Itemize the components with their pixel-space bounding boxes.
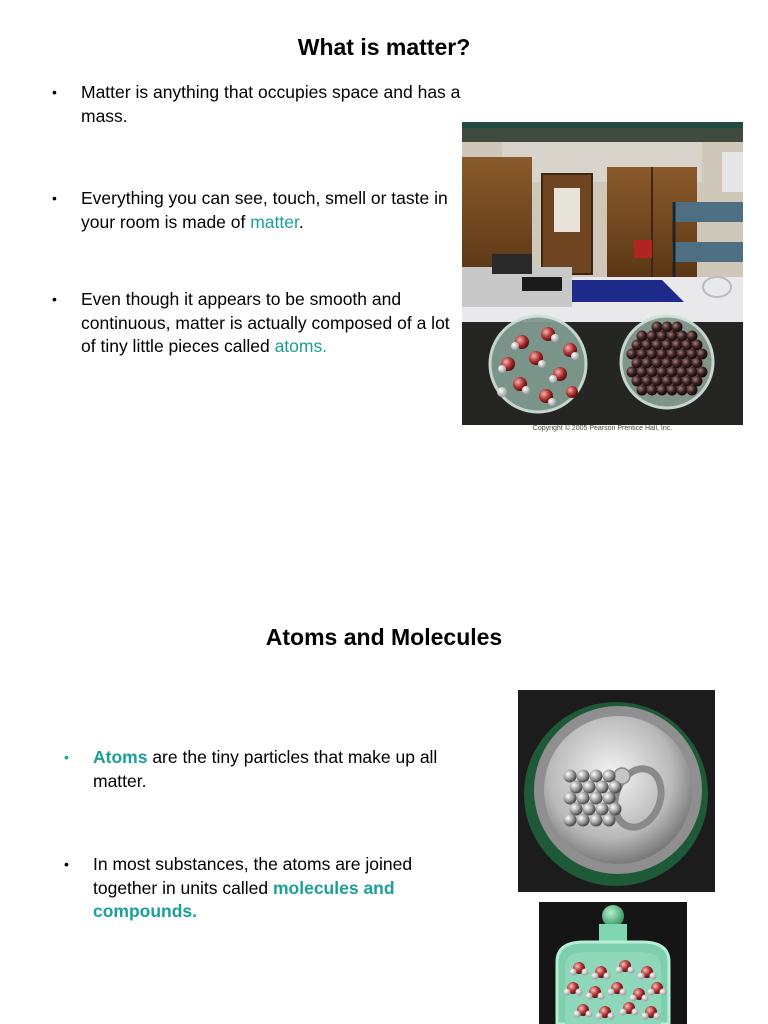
metal-atom — [596, 781, 609, 794]
molecule-hydrogen — [574, 1011, 581, 1018]
molecule-hydrogen — [642, 995, 649, 1002]
metal-atom — [596, 803, 609, 816]
aluminum-can-illustration — [518, 690, 715, 892]
molecule-hydrogen — [620, 989, 627, 996]
molecule-hydrogen — [576, 989, 583, 996]
bullet-text: Matter is anything that occupies space and has a mass. — [81, 82, 461, 126]
bullet-dot: • — [52, 84, 57, 100]
molecule-hydrogen — [638, 973, 645, 980]
molecule-hydrogen — [582, 969, 589, 976]
slide1-title: What is matter? — [297, 34, 471, 60]
metal-atom — [577, 814, 590, 827]
metal-atom — [564, 814, 577, 827]
metal-atom — [590, 770, 603, 783]
metal-atom — [577, 792, 590, 805]
bullet-molecules-compounds — [64, 853, 453, 924]
metal-atom — [564, 792, 577, 805]
metal-atom — [590, 814, 603, 827]
metal-atom — [570, 781, 583, 794]
molecule-hydrogen — [570, 969, 577, 976]
molecule-hydrogen — [630, 995, 637, 1002]
dorm-room-illustration — [462, 122, 743, 425]
metal-atom — [577, 770, 590, 783]
solid-atom — [637, 385, 648, 396]
molecule-hydrogen — [592, 973, 599, 980]
molecule-hydrogen — [650, 973, 657, 980]
bullet-text: are the tiny particles that make up all matter. — [93, 747, 438, 791]
solid-atom — [657, 385, 668, 396]
bullet-dot: • — [52, 190, 57, 206]
bullet-text: Everything you can see, touch, smell or taste in your room is made of — [81, 188, 448, 232]
molecule-hydrogen — [598, 993, 605, 1000]
metal-atom — [583, 803, 596, 816]
solid-atom — [647, 385, 658, 396]
bullet-atoms-composition — [52, 288, 461, 359]
molecule-hydrogen — [632, 1009, 639, 1016]
highlight-matter: matter — [250, 211, 299, 232]
molecule-hydrogen — [628, 967, 635, 974]
metal-atom — [609, 803, 622, 816]
bullet-matter-definition — [52, 81, 461, 128]
highlight-molecules: molecules and compounds. — [93, 877, 395, 921]
metal-atom — [603, 814, 616, 827]
bullet-everything-matter — [52, 187, 461, 234]
metal-atom — [603, 770, 616, 783]
solid-atom — [667, 385, 678, 396]
solid-atom — [677, 385, 688, 396]
metal-atom — [564, 770, 577, 783]
solid-atom — [687, 385, 698, 396]
metal-atom — [603, 792, 616, 805]
metal-atom — [590, 792, 603, 805]
metal-atom — [609, 781, 622, 794]
bullet-text: In most substances, the atoms are joined together in units called — [93, 854, 413, 898]
molecule-jar-illustration — [539, 902, 687, 1024]
molecule-hydrogen — [642, 1013, 649, 1020]
molecule-hydrogen — [564, 989, 571, 996]
molecule-hydrogen — [654, 1013, 661, 1020]
highlight-atoms: atoms. — [274, 336, 328, 356]
bullet-text: Even though it appears to be smooth and continuous, matter is actually composed of a lot of tiny little pieces called — [81, 289, 450, 356]
molecule-hydrogen — [586, 1011, 593, 1018]
bullet-dot: • — [64, 856, 69, 872]
metal-atom — [570, 803, 583, 816]
molecule-hydrogen — [660, 989, 667, 996]
bullet-dot: • — [64, 749, 69, 765]
metal-atom — [583, 781, 596, 794]
molecule-hydrogen — [648, 989, 655, 996]
molecule-hydrogen — [586, 993, 593, 1000]
molecule-hydrogen — [608, 989, 615, 996]
bullet-atoms-particles — [64, 746, 473, 793]
bullet-text-end: . — [298, 211, 304, 232]
figure-copyright: Copyright © 2005 Pearson Prentice Hall, Inc. — [532, 425, 673, 432]
molecule-hydrogen — [604, 973, 611, 980]
bullet-dot: • — [52, 291, 57, 307]
molecule-hydrogen — [616, 967, 623, 974]
molecule-hydrogen — [608, 1013, 615, 1020]
highlight-atoms-term: Atoms — [93, 747, 148, 767]
slide2-title: Atoms and Molecules — [265, 624, 503, 650]
molecule-hydrogen — [620, 1009, 627, 1016]
molecule-hydrogen — [596, 1013, 603, 1020]
